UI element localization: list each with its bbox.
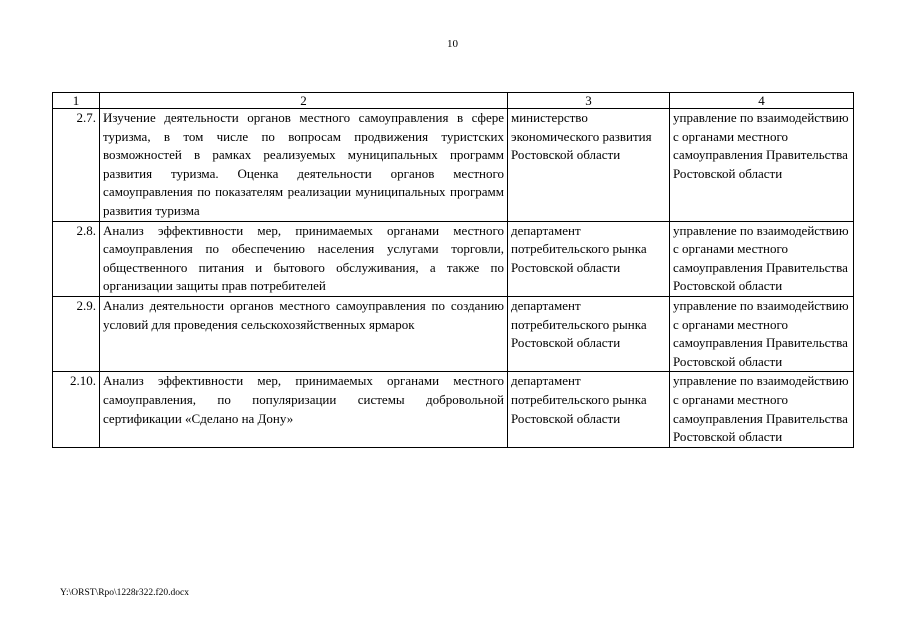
row-number: 2.8. [53, 221, 100, 296]
row-executor: департамент потребительского рынка Ростовской области [508, 372, 670, 447]
row-description: Анализ эффективности мер, принимаемых органами местного самоуправления, по популяризации системы добровольной сертификации «Сделано на Дону» [100, 372, 508, 447]
row-coexecutor: управление по взаимодействию с органами местного самоуправления Правительства Ростовской области [670, 372, 854, 447]
row-executor: департамент потребительского рынка Ростовской области [508, 296, 670, 371]
footer-file-path: Y:\ORST\Rpo\1228r322.f20.docx [60, 588, 189, 598]
column-header-3: 3 [508, 93, 670, 109]
row-number: 2.7. [53, 109, 100, 222]
row-number: 2.10. [53, 372, 100, 447]
row-number: 2.9. [53, 296, 100, 371]
table-row [53, 221, 854, 296]
plan-table [52, 92, 854, 448]
row-coexecutor: управление по взаимодействию с органами местного самоуправления Правительства Ростовской области [670, 296, 854, 371]
row-executor: министерство экономического развития Ростовской области [508, 109, 670, 222]
table-row [53, 109, 854, 222]
table-header-row [53, 93, 854, 109]
column-header-4: 4 [670, 93, 854, 109]
table-row [53, 296, 854, 371]
row-coexecutor: управление по взаимодействию с органами местного самоуправления Правительства Ростовской области [670, 221, 854, 296]
table-row [53, 372, 854, 447]
row-description: Анализ деятельности органов местного самоуправления по созданию условий для проведения сельскохозяйственных ярмарок [100, 296, 508, 371]
column-header-2: 2 [100, 93, 508, 109]
column-header-1: 1 [53, 93, 100, 109]
row-description: Анализ эффективности мер, принимаемых органами местного самоуправления по обеспечению населения услугами торговли, общественного питания и бытового обслуживания, а также по организации защиты прав потребителей [100, 221, 508, 296]
row-description: Изучение деятельности органов местного самоуправления в сфере туризма, в том числе по вопросам продвижения туристских возможностей в рамках реализуемых муниципальных программ развития туризма. Оценка деятельности органов местного самоуправления по показателям реализации муниципальных программ развития туризма [100, 109, 508, 222]
row-executor: департамент потребительского рынка Ростовской области [508, 221, 670, 296]
page-number: 10 [447, 38, 458, 50]
row-coexecutor: управление по взаимодействию с органами местного самоуправления Правительства Ростовской области [670, 109, 854, 222]
